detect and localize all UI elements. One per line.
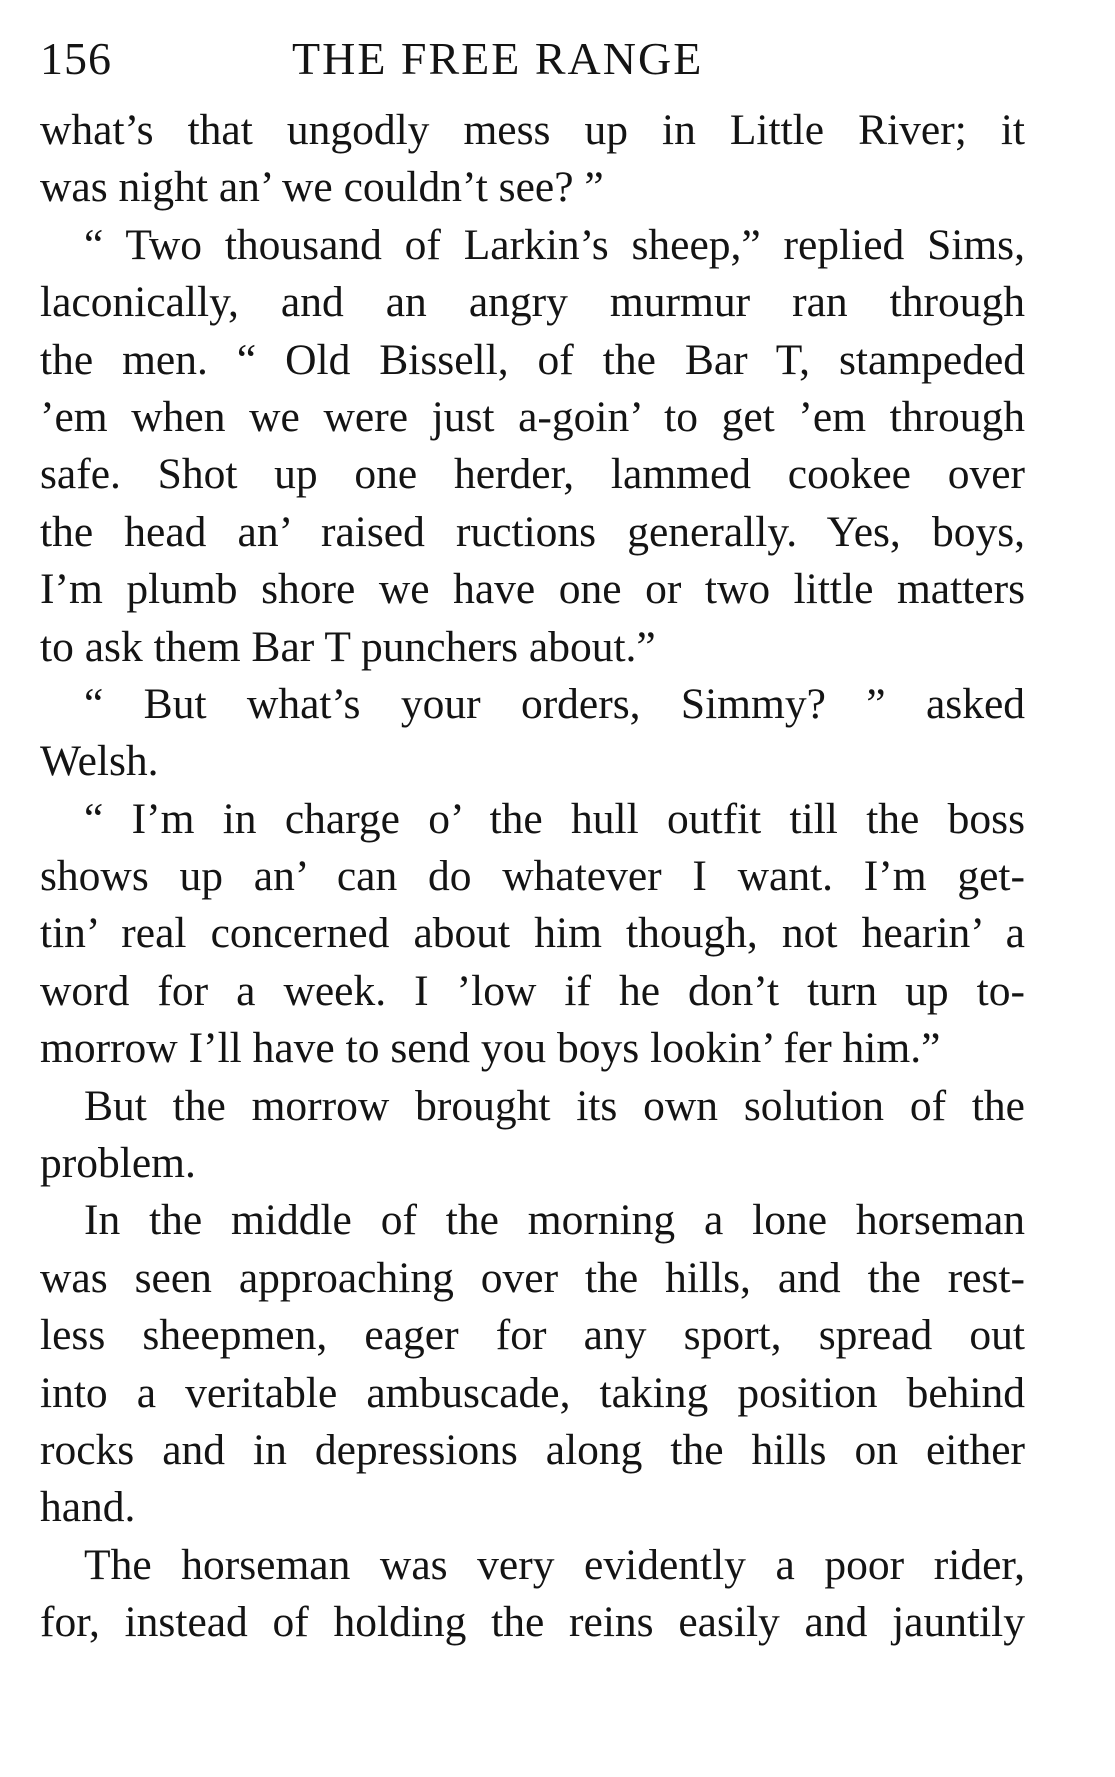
running-head [40, 30, 1025, 88]
text-line: what’s that ungodly mess up in Little River; it [40, 106, 1025, 154]
text-line: tin’ real concerned about him though, not hearin’ a [40, 909, 1025, 958]
text-line: was night an’ we couldn’t see? ” [40, 163, 604, 212]
text-line: for, instead of holding the reins easily and jauntily [40, 1598, 1025, 1647]
text-line: word for a week. I ’low if he don’t turn up to- [40, 966, 1025, 1015]
text-line: to ask them Bar T punchers about.” [40, 622, 656, 671]
text-line: problem. [40, 1139, 196, 1188]
running-title: THE FREE RANGE [292, 33, 704, 84]
book-page [40, 30, 1025, 1652]
text-line: into a veritable ambuscade, taking position behind [40, 1368, 1025, 1417]
body-text [40, 102, 1025, 1652]
text-line: But the morrow brought its own solution of the [84, 1081, 1025, 1130]
text-line: the men. “ Old Bissell, of the Bar T, stampeded [40, 335, 1025, 384]
text-line: morrow I’ll have to send you boys lookin’ fer him.” [40, 1024, 941, 1073]
text-line: rocks and in depressions along the hills on either [40, 1425, 1025, 1474]
text-line: Welsh. [40, 737, 159, 786]
text-line: “ But what’s your orders, Simmy? ” asked [84, 679, 1025, 728]
text-line: shows up an’ can do whatever I want. I’m get- [40, 852, 1025, 901]
page-number: 156 [40, 33, 112, 84]
text-line: “ I’m in charge o’ the hull outfit till the boss [84, 794, 1025, 843]
text-line: the head an’ raised ructions generally. Yes, boys, [40, 507, 1025, 556]
text-line: In the middle of the morning a lone horseman [84, 1196, 1025, 1245]
text-line: “ Two thousand of Larkin’s sheep,” replied Sims, [84, 220, 1025, 269]
text-line: The horseman was very evidently a poor rider, [84, 1540, 1025, 1589]
text-line: less sheepmen, eager for any sport, spread out [40, 1311, 1025, 1360]
text-line: I’m plumb shore we have one or two little matters [40, 565, 1025, 614]
text-line: safe. Shot up one herder, lammed cookee over [40, 450, 1025, 499]
text-line: laconically, and an angry murmur ran through [40, 278, 1025, 327]
text-line: ’em when we were just a-goin’ to get ’em through [40, 392, 1025, 441]
text-line: hand. [40, 1483, 136, 1532]
text-line: was seen approaching over the hills, and the rest- [40, 1253, 1025, 1302]
